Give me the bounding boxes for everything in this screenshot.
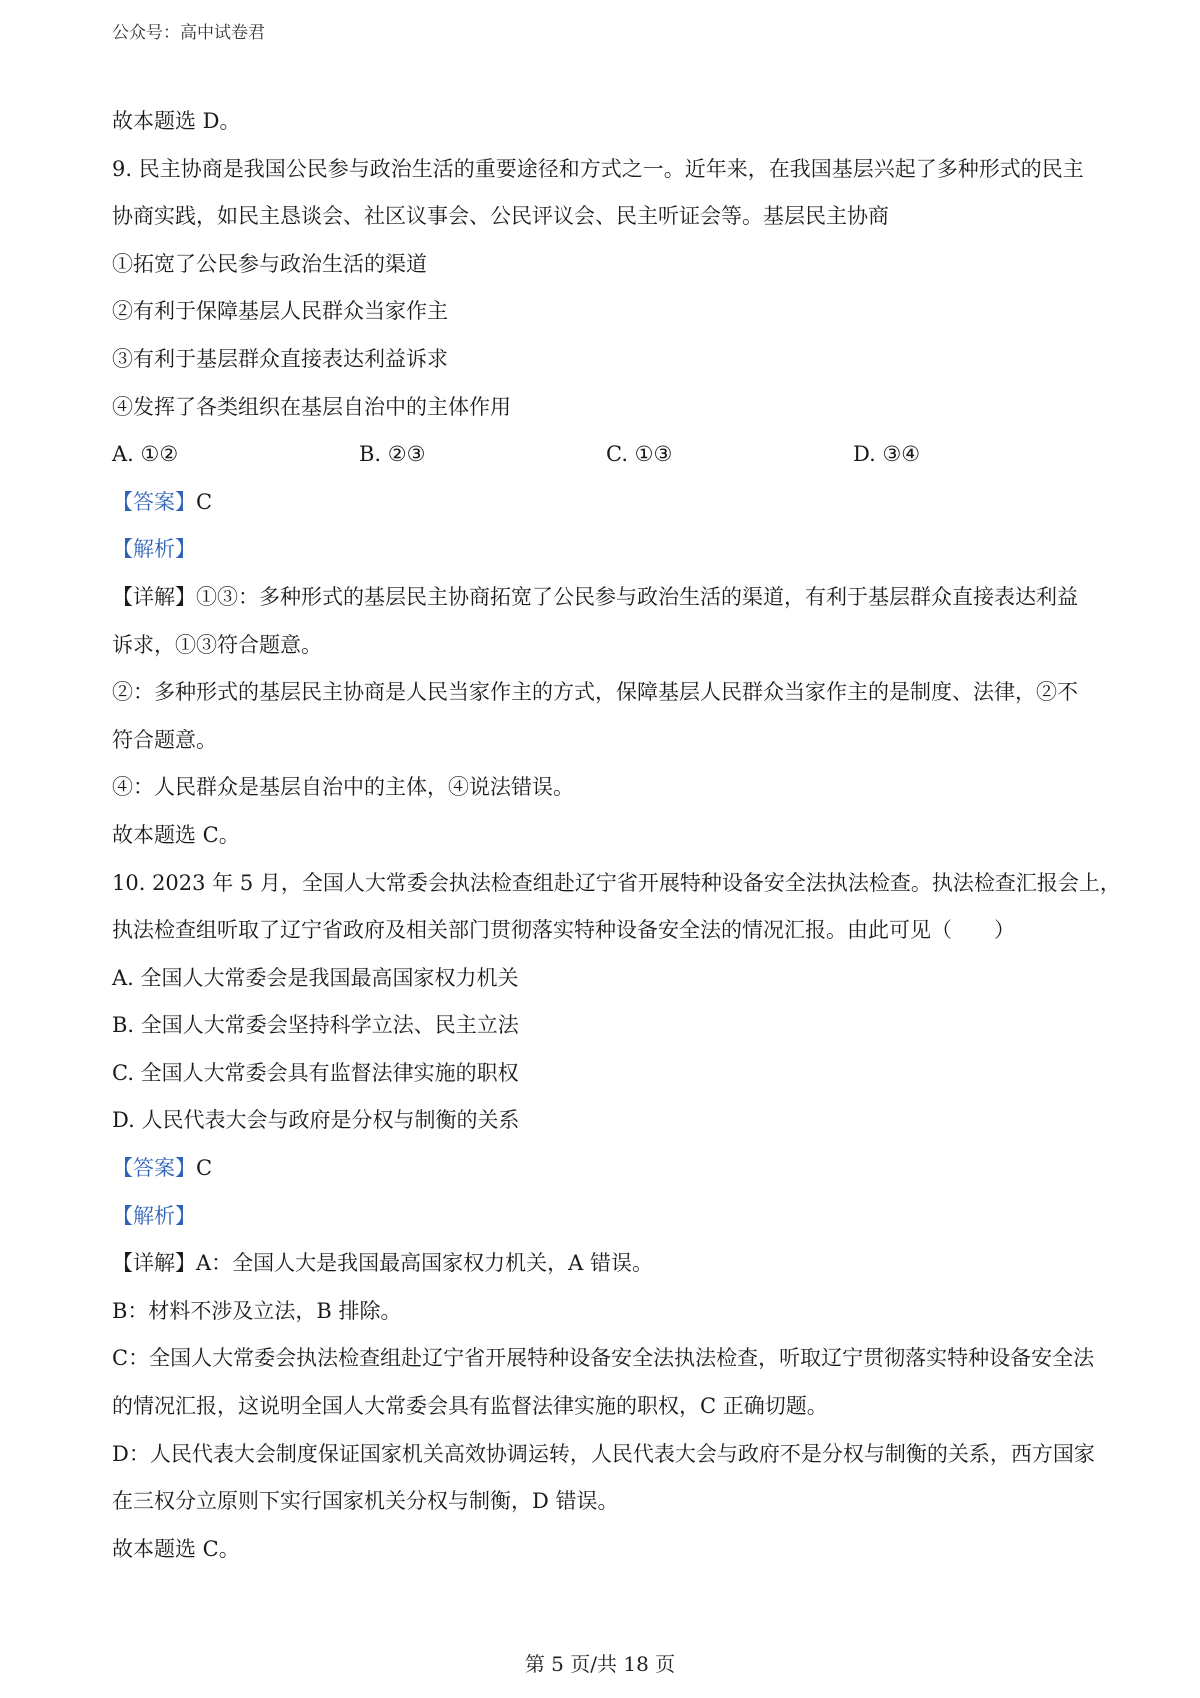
q9-item: ①拓宽了公民参与政治生活的渠道	[112, 251, 427, 276]
prev-conclusion: 故本题选 D。	[112, 109, 241, 133]
page-footer: 第 5 页/共 18 页	[524, 1652, 676, 1676]
detail-tag: 【详解】	[112, 1251, 196, 1276]
q9-item: ②有利于保障基层人民群众当家作主	[112, 299, 448, 324]
q10-detail-line: 在三权分立原则下实行国家机关分权与制衡，D 错误。	[112, 1489, 619, 1514]
answer-tag: 【答案】	[112, 1156, 196, 1181]
q10-answer	[112, 1145, 1102, 1193]
q10-detail-line	[112, 1240, 1102, 1288]
q10-option-b: B. 全国人大常委会坚持科学立法、民主立法	[112, 1013, 519, 1038]
detail-text: A：全国人大是我国最高国家权力机关，A 错误。	[196, 1251, 654, 1276]
q10-stem-line: 10. 2023 年 5 月，全国人大常委会执法检查组赴辽宁省开展特种设备安全法执法检查。执法检查汇报会上，	[112, 870, 1121, 895]
answer-value: C	[196, 1156, 213, 1181]
q9-stem-line: 协商实践，如民主恳谈会、社区议事会、公民评议会、民主听证会等。基层民主协商	[112, 204, 889, 229]
q10-detail-line: 的情况汇报，这说明全国人大常委会具有监督法律实施的职权，C 正确切题。	[112, 1394, 828, 1419]
analysis-tag: 【解析】	[112, 1203, 196, 1228]
q9-detail-line: ②：多种形式的基层民主协商是人民当家作主的方式，保障基层人民群众当家作主的是制度、法律，②不	[112, 680, 1078, 705]
answer-tag: 【答案】	[112, 489, 196, 514]
q9-detail-line	[112, 574, 1102, 622]
detail-text: ①③：多种形式的基层民主协商拓宽了公民参与政治生活的渠道，有利于基层群众直接表达利益	[196, 584, 1078, 609]
q10-detail-line: B：材料不涉及立法，B 排除。	[112, 1298, 402, 1323]
q9-analysis	[112, 526, 1102, 574]
q9-item: ④发挥了各类组织在基层自治中的主体作用	[112, 394, 511, 419]
q9-answer	[112, 479, 1102, 527]
detail-tag: 【详解】	[112, 584, 196, 609]
q9-options	[112, 431, 1102, 479]
q10-analysis	[112, 1193, 1102, 1241]
q9-option-b: B. ②③	[359, 442, 426, 467]
q9-detail-line: 诉求，①③符合题意。	[112, 632, 322, 657]
q9-detail-line: 符合题意。	[112, 727, 217, 752]
page-header: 公众号：高中试卷君	[112, 23, 265, 43]
answer-value: C	[196, 489, 213, 514]
q9-detail-line: ④：人民群众是基层自治中的主体，④说法错误。	[112, 775, 574, 800]
q10-detail-line: C：全国人大常委会执法检查组赴辽宁省开展特种设备安全法执法检查，听取辽宁贯彻落实特种设备安全法	[112, 1346, 1095, 1371]
document-body	[112, 98, 1121, 1573]
q9-conclusion: 故本题选 C。	[112, 822, 240, 847]
q10-conclusion: 故本题选 C。	[112, 1536, 240, 1561]
q10-option-d: D. 人民代表大会与政府是分权与制衡的关系	[112, 1108, 520, 1133]
q10-stem-line: 执法检查组听取了辽宁省政府及相关部门贯彻落实特种设备安全法的情况汇报。由此可见（ ）	[112, 918, 1015, 943]
q10-option-c: C. 全国人大常委会具有监督法律实施的职权	[112, 1060, 519, 1085]
q10-detail-line: D：人民代表大会制度保证国家机关高效协调运转，人民代表大会与政府不是分权与制衡的关系，西方国家	[112, 1441, 1095, 1466]
q9-stem-line: 9. 民主协商是我国公民参与政治生活的重要途径和方式之一。近年来，在我国基层兴起了多种形式的民主	[112, 156, 1084, 181]
analysis-tag: 【解析】	[112, 537, 196, 562]
q9-option-a: A. ①②	[112, 442, 179, 467]
q10-option-a: A. 全国人大常委会是我国最高国家权力机关	[112, 965, 519, 990]
q9-option-c: C. ①③	[606, 442, 673, 467]
q9-item: ③有利于基层群众直接表达利益诉求	[112, 346, 448, 371]
q9-option-d: D. ③④	[853, 442, 921, 467]
